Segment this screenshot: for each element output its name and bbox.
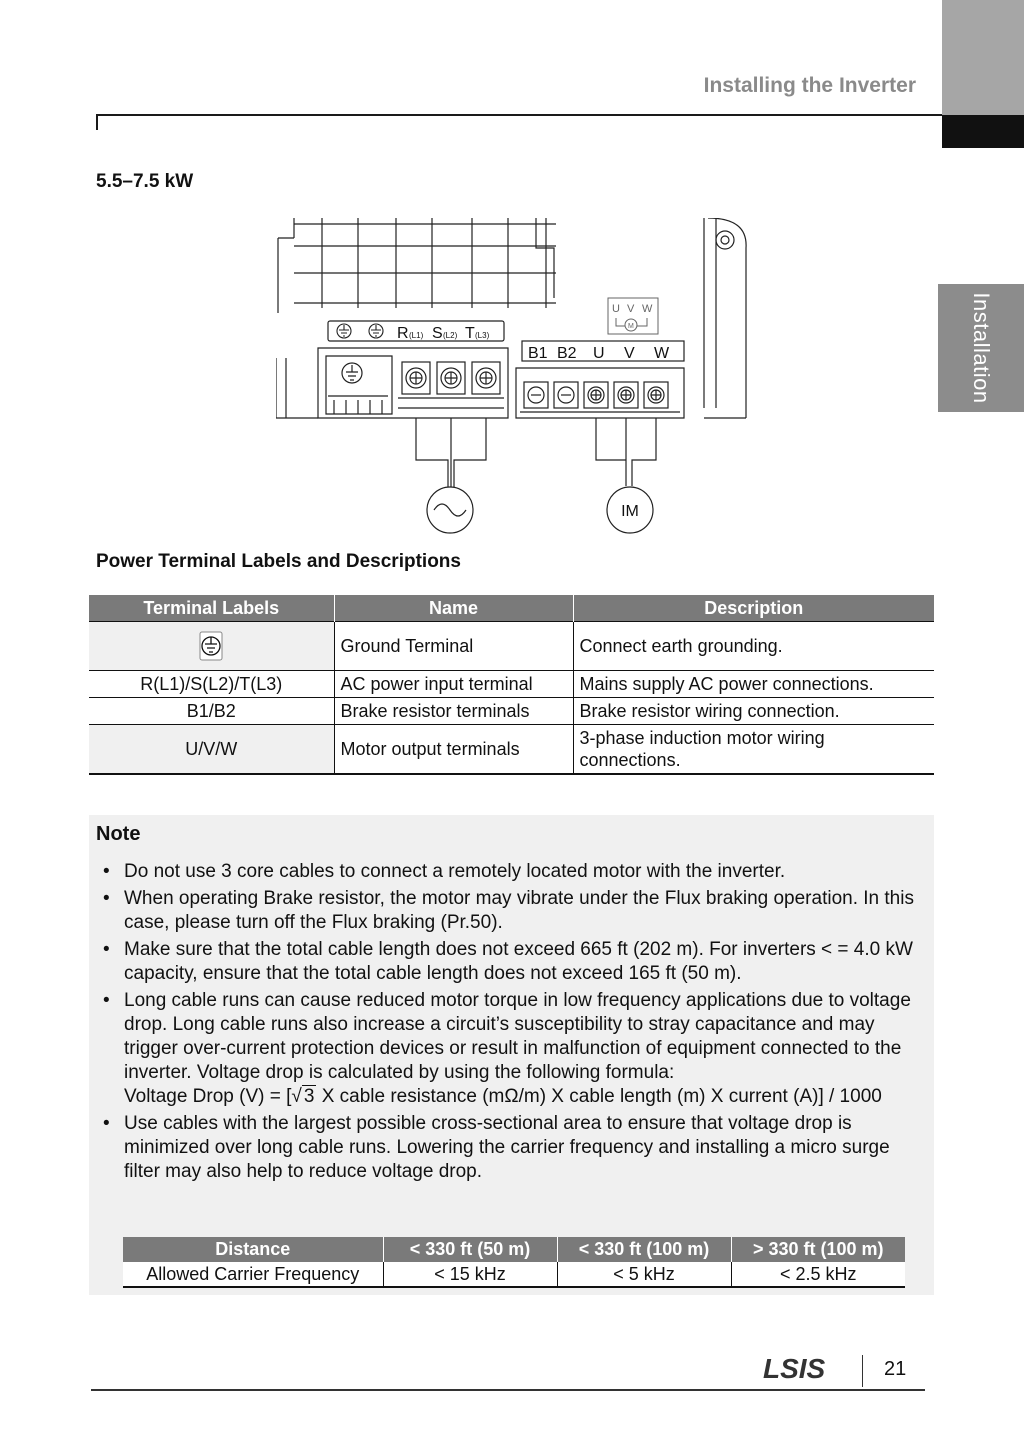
input-label-s-sub: (L2) — [443, 331, 458, 340]
power-terminal-table — [89, 595, 934, 775]
section-title: 5.5–7.5 kW — [96, 171, 194, 192]
note-text: When operating Brake resistor, the motor may vibrate under the Flux braking operation. In this case, please turn off the Flux braking (Pr.50). — [124, 888, 914, 933]
inverter-housing — [276, 218, 746, 418]
output-label-b1: B1 — [528, 345, 548, 362]
table-row — [89, 698, 934, 725]
sine-wave-icon — [427, 487, 473, 533]
footer-separator — [862, 1355, 863, 1387]
motor-plate-w: W — [642, 303, 653, 315]
terminal-t — [472, 362, 500, 394]
cell-name: AC power input terminal — [334, 671, 573, 698]
footer-rule — [91, 1389, 925, 1391]
header-under-100m: < 330 ft (100 m) — [557, 1237, 731, 1262]
cell-terminal-label: U/V/W — [89, 725, 334, 775]
list-item — [100, 887, 926, 935]
table-row — [89, 725, 934, 775]
formula-suffix: X cable resistance (mΩ/m) X cable length (m) X current (A)] / 1000 — [316, 1086, 882, 1107]
cell-row-label: Allowed Carrier Frequency — [123, 1262, 383, 1287]
terminal-b2 — [554, 382, 578, 408]
table-row — [123, 1262, 905, 1287]
list-item — [100, 860, 926, 884]
motor-label: IM — [621, 503, 639, 520]
note-text: Do not use 3 core cables to connect a remotely located motor with the inverter. — [124, 861, 786, 882]
header-distance: Distance — [123, 1237, 383, 1262]
ground-terminal-icon — [199, 631, 223, 661]
output-terminal-block — [516, 368, 684, 418]
cell-name: Motor output terminals — [334, 725, 573, 775]
table-title: Power Terminal Labels and Descriptions — [96, 551, 461, 572]
induction-motor — [607, 487, 653, 533]
terminal-wiring-diagram — [276, 218, 748, 538]
input-label-t: T — [465, 325, 475, 342]
header-rule — [96, 114, 954, 116]
table-header-row — [89, 595, 934, 622]
cell-description: Brake resistor wiring connection. — [573, 698, 934, 725]
corner-tab-gray — [942, 0, 1024, 115]
note-text: Make sure that the total cable length does not exceed 665 ft (202 m). For inverters < = 4.0 kW capacity, ensure that the total cable length does not exceed 165 ft (50 m). — [124, 939, 913, 984]
terminal-b1 — [524, 382, 548, 408]
cell-value: < 15 kHz — [383, 1262, 557, 1287]
radical-sign: √ — [291, 1086, 302, 1107]
header-name: Name — [334, 595, 573, 622]
note-title: Note — [96, 823, 141, 845]
cell-name: Brake resistor terminals — [334, 698, 573, 725]
cell-description: Mains supply AC power connections. — [573, 671, 934, 698]
output-label-w: W — [654, 345, 670, 362]
input-label-r-sub: (L1) — [409, 331, 424, 340]
input-label-r: R — [397, 325, 409, 342]
formula-prefix: Voltage Drop (V) = [ — [124, 1086, 292, 1107]
cell-value: < 2.5 kHz — [731, 1262, 905, 1287]
note-list — [100, 860, 926, 1187]
input-label-t-sub: (L3) — [475, 331, 490, 340]
cell-description: 3-phase induction motor wiring connections. — [573, 725, 934, 775]
lsis-logo — [763, 1352, 847, 1382]
chapter-side-tab-label: Installation — [969, 292, 994, 404]
logo-text: LSIS — [763, 1353, 826, 1382]
running-header: Installing the Inverter — [703, 74, 916, 97]
list-item — [100, 989, 926, 1109]
voltage-drop-formula — [124, 1085, 926, 1109]
page-number: 21 — [884, 1358, 907, 1380]
motor-plate-u: U — [612, 303, 620, 315]
corner-tab-black — [942, 115, 1024, 148]
cell-description: Connect earth grounding. — [573, 622, 934, 671]
terminal-w — [644, 382, 668, 408]
square-root — [291, 1085, 316, 1109]
cell-terminal-label: R(L1)/S(L2)/T(L3) — [89, 671, 334, 698]
header-over-100m: > 330 ft (100 m) — [731, 1237, 905, 1262]
header-rule-tick — [96, 114, 98, 130]
output-label-b2: B2 — [557, 345, 577, 362]
terminal-u — [584, 382, 608, 408]
note-text: Use cables with the largest possible cross-sectional area to ensure that voltage drop is minimized over long cable runs. Lowering the carrier frequency and installing a micro surge filter may also help to reduce voltage drop. — [124, 1113, 890, 1182]
input-wiring — [416, 418, 486, 488]
cell-value: < 5 kHz — [557, 1262, 731, 1287]
terminal-v — [614, 382, 638, 408]
cell-terminal-label — [89, 622, 334, 671]
table-header-row — [123, 1237, 905, 1262]
list-item — [100, 938, 926, 986]
header-under-50m: < 330 ft (50 m) — [383, 1237, 557, 1262]
table-row — [89, 671, 934, 698]
output-wiring — [596, 418, 656, 486]
input-label-s: S — [432, 325, 443, 342]
output-label-u: U — [593, 345, 605, 362]
list-item — [100, 1112, 926, 1184]
terminal-s — [437, 362, 465, 394]
header-description: Description — [573, 595, 934, 622]
terminal-r — [402, 362, 430, 394]
motor-plate-v: V — [627, 303, 635, 315]
header-terminal-labels: Terminal Labels — [89, 595, 334, 622]
note-text: Long cable runs can cause reduced motor torque in low frequency applications due to voltage drop. Long cable runs also increase a circuit’s susceptibility to stray capacitance and may trigger over-current protection devices or result in malfunction of equipment connected to the inverter. Voltage drop is calculated by using the following formula: — [124, 990, 911, 1083]
output-label-v: V — [624, 345, 635, 362]
carrier-frequency-table — [123, 1237, 905, 1288]
chapter-side-tab — [938, 284, 1024, 412]
radicand: 3 — [303, 1086, 315, 1107]
input-terminal-block — [318, 348, 508, 418]
cell-terminal-label: B1/B2 — [89, 698, 334, 725]
motor-plate-m: M — [628, 323, 634, 330]
cell-name: Ground Terminal — [334, 622, 573, 671]
table-row — [89, 622, 934, 671]
